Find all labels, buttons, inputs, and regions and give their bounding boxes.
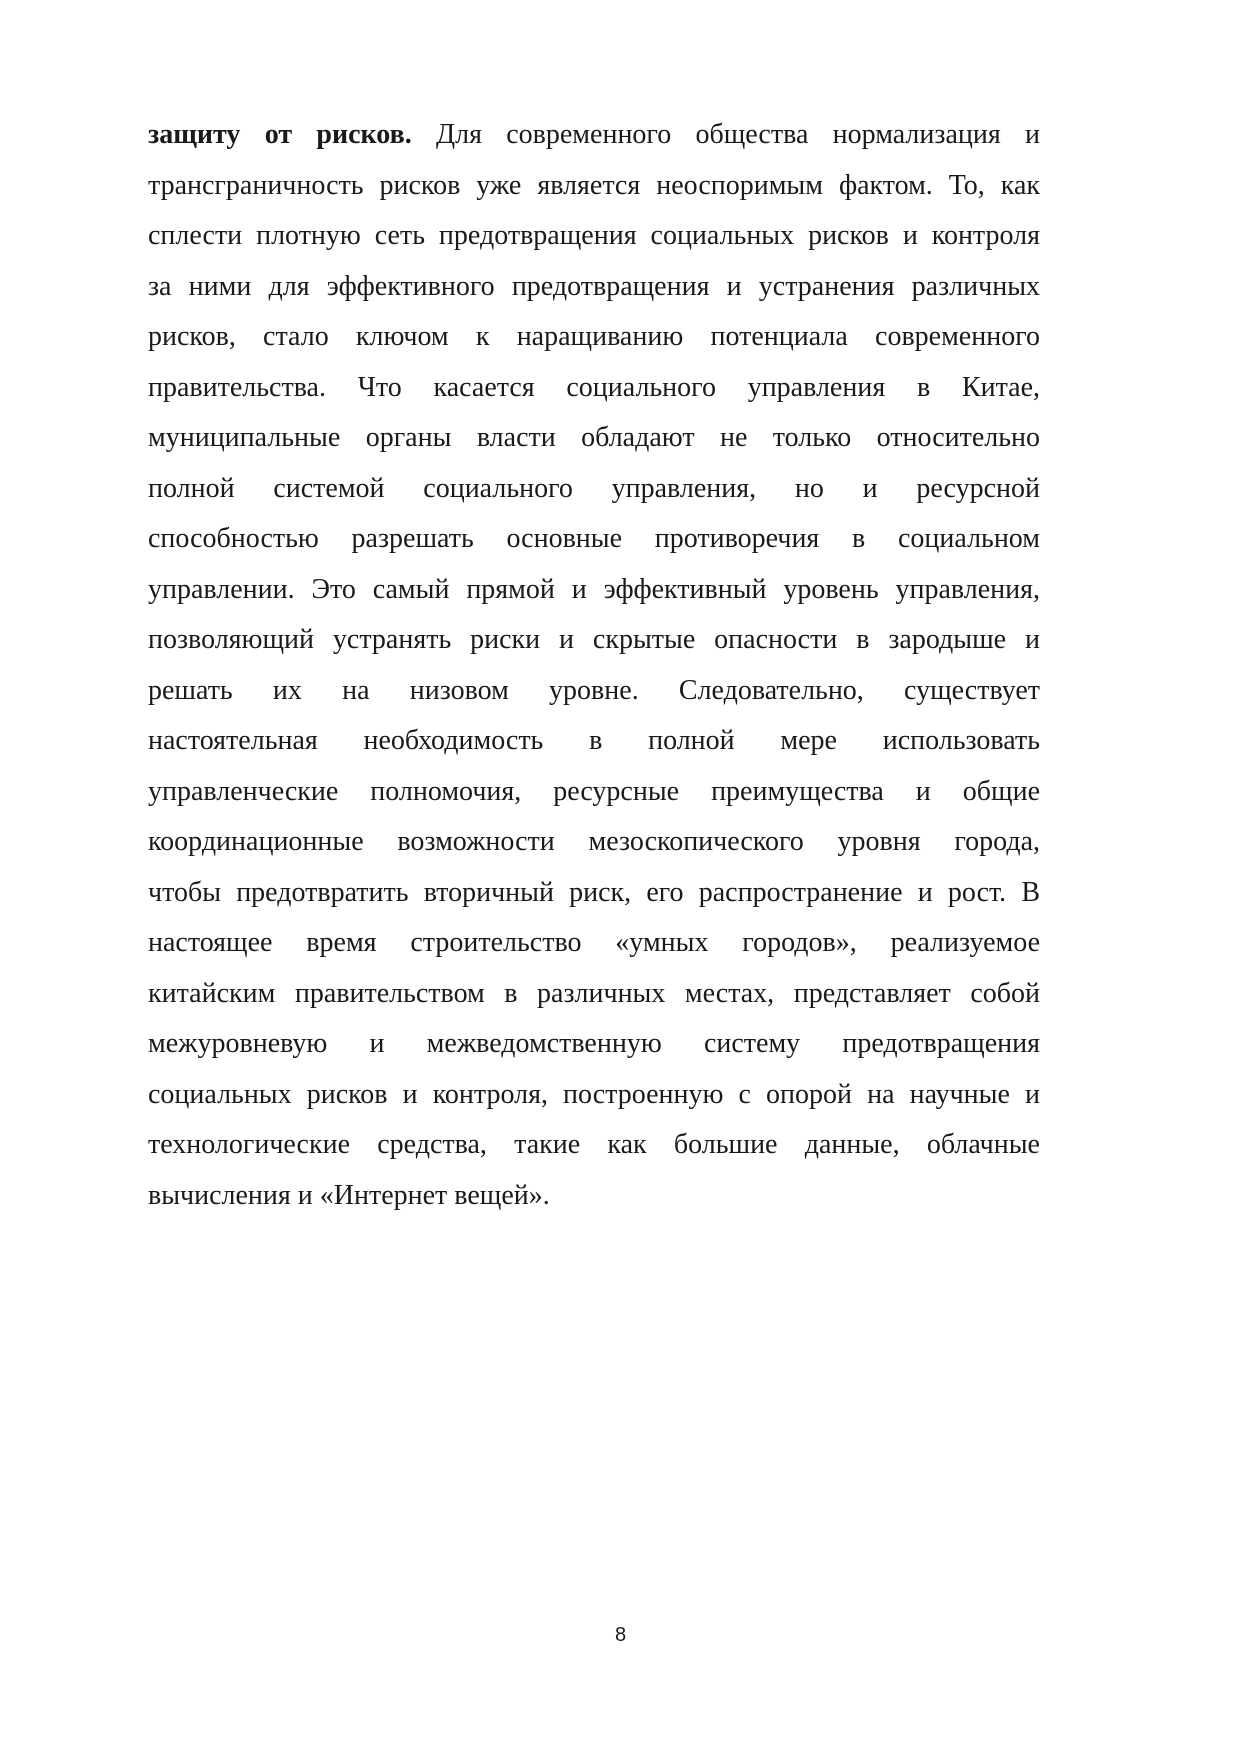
text-line: решать их на низовом уровне. Следовательно, существует (148, 674, 1040, 706)
text-line: сплести плотную сеть предотвращения социальных рисков и контроля (148, 220, 1040, 251)
page-number: 8 (614, 1624, 627, 1646)
text-line: технологические средства, такие как большие данные, облачные (148, 1129, 1040, 1160)
text-line-last: вычисления и «Интернет вещей». (148, 1179, 550, 1211)
text-line: чтобы предотвратить вторичный риск, его распространение и рост. В (148, 876, 1040, 908)
text-line-1-rest: Для современного общества нормализация и (411, 119, 1040, 150)
text-line: трансграничность рисков уже является неоспоримым фактом. То, как (148, 169, 1040, 201)
text-line: муниципальные органы власти обладают не только относительно (148, 422, 1040, 453)
text-line: управленческие полномочия, ресурсные преимущества и общие (148, 775, 1040, 807)
text-line: китайским правительством в различных местах, представляет собой (148, 977, 1040, 1009)
text-line: настоятельная необходимость в полной мере использовать (148, 725, 1040, 756)
text-line: межуровневую и межведомственную систему предотвращения (148, 1028, 1040, 1059)
text-line: социальных рисков и контроля, построенную с опорой на научные и (148, 1078, 1040, 1110)
text-line: рисков, стало ключом к наращиванию потенциала современного (148, 321, 1040, 352)
text-line: полной системой социального управления, но и ресурсной (148, 472, 1040, 504)
text-line: способностью разрешать основные противоречия в социальном (148, 523, 1040, 554)
text-line: управлении. Это самый прямой и эффективный уровень управления, (148, 573, 1040, 605)
bold-lead-phrase: защиту от рисков. (148, 119, 412, 150)
text-line-1 (148, 110, 1040, 161)
text-line: настоящее время строительство «умных городов», реализуемое (148, 927, 1040, 958)
text-line: за ними для эффективного предотвращения и устранения различных (148, 270, 1040, 302)
body-paragraph (148, 110, 1040, 1221)
text-line: позволяющий устранять риски и скрытые опасности в зародыше и (148, 624, 1040, 655)
text-line: правительства. Что касается социального управления в Китае, (148, 371, 1040, 403)
text-line: координационные возможности мезоскопического уровня города, (148, 826, 1040, 857)
